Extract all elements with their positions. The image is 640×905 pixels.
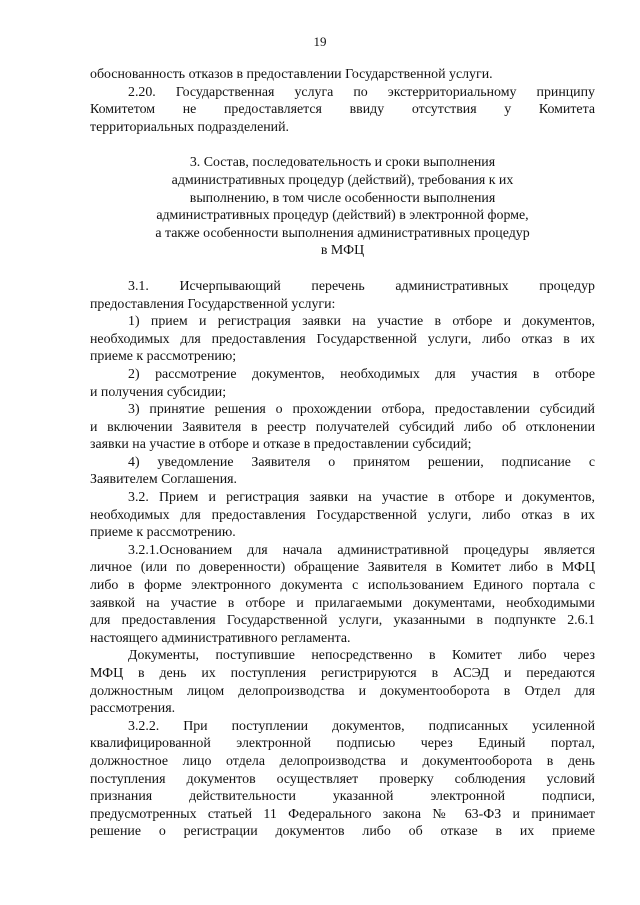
paragraph-line: 3.2.2. При поступлении документов, подписанных усиленной (128, 718, 595, 734)
paragraph-line: либо в форме электронного документа с использованием Единого портала с (90, 578, 595, 594)
heading-line: а также особенности выполнения административных процедур (155, 225, 530, 241)
paragraph-line: квалифицированной электронной подписью через Единый портал, (90, 736, 595, 752)
paragraph-line: 3.2. Прием и регистрация заявки на участие в отборе и документов, (128, 490, 595, 506)
section-2-20-block (90, 66, 595, 136)
paragraph-line: заявки на участие в отборе и отказе в предоставлении субсидий; (90, 437, 472, 453)
paragraph-line: 4) уведомление Заявителя о принятом решении, подписание с (128, 454, 595, 470)
paragraph-line: 2.20. Государственная услуга по экстерриториальному принципу (128, 84, 595, 100)
heading-line: административных процедур (действий) в электронной форме, (156, 208, 529, 224)
paragraph-line: и получения субсидии; (90, 384, 227, 400)
paragraph-line: решение о регистрации документов либо об отказе в их приеме (90, 824, 595, 840)
document-text (90, 66, 595, 841)
paragraph-line: 1) прием и регистрация заявки на участие в отборе и документов, (128, 314, 595, 330)
paragraph-line: Документы, поступившие непосредственно в Комитет либо через (128, 648, 595, 664)
paragraph-line: МФЦ в день их поступления регистрируются в АСЭД и передаются (90, 666, 595, 681)
section-3-heading (90, 154, 595, 260)
paragraph-line: приеме к рассмотрению. (90, 525, 236, 541)
paragraph-line: поступления документов осуществляет проверку соблюдения условий (90, 771, 595, 787)
paragraph-line: и включении Заявителя в реестр получателей субсидий либо об отклонении (90, 419, 595, 435)
paragraph-line: предоставления Государственной услуги: (90, 296, 336, 312)
paragraph-line: рассмотрения. (90, 701, 176, 717)
paragraph-line: признания действительности указанной электронной подписи, (90, 789, 595, 805)
paragraph-line: Заявителем Соглашения. (90, 472, 237, 488)
paragraph-line: должностным лицом делопроизводства и документооборота в Отдел для (90, 683, 595, 699)
paragraph-line: 3.2.1.Основанием для начала административной процедуры является (128, 542, 595, 558)
paragraph-line: 3) принятие решения о прохождении отбора, предоставлении субсидий (128, 402, 595, 418)
paragraph-line: предусмотренных статьей 11 Федерального закона № 63-ФЗ и принимает (90, 806, 595, 822)
paragraph-line: должностное лицо отдела делопроизводства и документооборота в день (90, 753, 595, 769)
paragraph-line: 3.1. Исчерпывающий перечень административных процедур (128, 278, 595, 294)
paragraph-line: необходимых для предоставления Государственной услуги, либо отказ в их (90, 507, 595, 523)
heading-line: административных процедур (действий), требования к их (171, 172, 514, 188)
paragraph-line: заявкой на участие в отборе и прилагаемыми документами, необходимыми (90, 595, 595, 611)
section-3-body (90, 278, 595, 841)
paragraph-line: Комитетом не предоставляется ввиду отсутствия у Комитета (90, 102, 595, 118)
page-number: 19 (313, 34, 327, 49)
paragraph-line: приеме к рассмотрению; (90, 349, 237, 365)
paragraph-line: личное (или по доверенности) обращение Заявителя в Комитет либо в МФЦ (90, 560, 595, 576)
paragraph-line: настоящего административного регламента. (90, 630, 351, 646)
paragraph-line: территориальных подразделений. (90, 119, 290, 135)
paragraph-line: 2) рассмотрение документов, необходимых для участия в отборе (128, 366, 595, 382)
paragraph-line: необходимых для предоставления Государственной услуги, либо отказ в их (90, 331, 595, 347)
paragraph-line: для предоставления Государственной услуги, указанными в подпункте 2.6.1 (90, 613, 595, 629)
heading-line: в МФЦ (320, 243, 365, 259)
heading-line: выполнению, в том числе особенности выполнения (189, 190, 496, 206)
heading-line: 3. Состав, последовательность и сроки выполнения (189, 155, 496, 171)
paragraph-line: обоснованность отказов в предоставлении Государственной услуги. (90, 67, 493, 82)
